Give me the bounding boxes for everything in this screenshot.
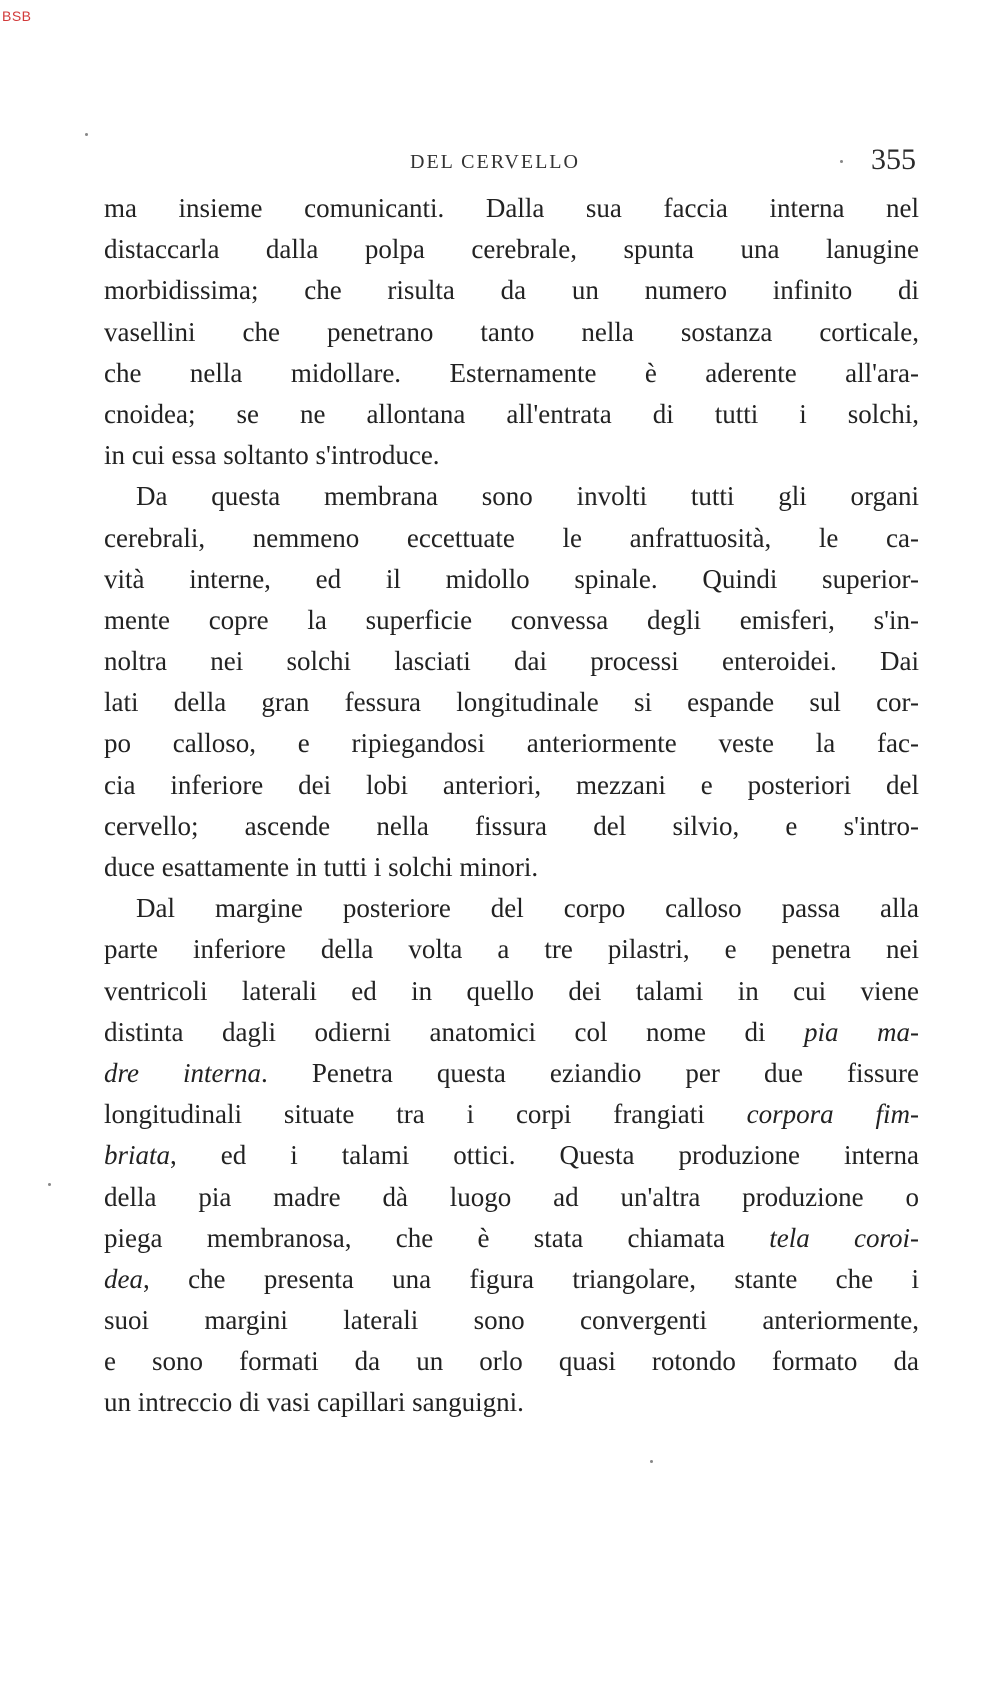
page-body (104, 188, 919, 1424)
text-segment: cerebrali, nemmeno eccettuate le anfrattuosità, le ca- (104, 522, 919, 553)
text-segment: Da questa membrana sono involti tutti gli organi (136, 481, 919, 512)
text-segment: vità interne, ed il midollo spinale. Quindi superior- (104, 563, 919, 594)
page-header (100, 143, 920, 183)
text-line (104, 806, 919, 847)
scan-speck (840, 160, 843, 163)
page-number: 355 (871, 143, 916, 176)
text-segment: ma insieme comunicanti. Dalla sua faccia interna nel (104, 193, 919, 223)
text-segment: longitudinali situate tra i corpi frangiati (104, 1099, 747, 1130)
text-line (104, 394, 919, 435)
italic-text: corpora fim- (746, 1099, 919, 1130)
text-segment: cia inferiore dei lobi anteriori, mezzani e posteriori del (104, 769, 919, 800)
text-segment: piega membranosa, che è stata chiamata (104, 1222, 770, 1253)
text-line (104, 353, 919, 394)
text-line (104, 1053, 919, 1094)
text-line (104, 971, 919, 1012)
text-line (104, 641, 919, 682)
text-line (104, 270, 919, 311)
text-line (104, 1135, 919, 1176)
library-watermark: BSB (2, 8, 32, 24)
text-line (104, 1341, 919, 1382)
text-line (104, 518, 919, 559)
text-segment: distinta dagli odierni anatomici col nome di (104, 1016, 804, 1047)
text-segment: che nella midollare. Esternamente è aderente all'ara- (104, 357, 919, 388)
text-line (104, 1259, 919, 1300)
text-line (104, 1094, 919, 1135)
text-segment: po calloso, e ripiegandosi anteriormente veste la fac- (104, 728, 919, 759)
text-segment: ventricoli laterali ed in quello dei talami in cui viene (104, 975, 919, 1006)
text-segment: parte inferiore della volta a tre pilastri, e penetra nei (104, 934, 919, 965)
paragraph (104, 888, 919, 1423)
text-line (104, 600, 919, 641)
text-line (104, 1012, 919, 1053)
text-segment: lati della gran fessura longitudinale si espande sul cor- (104, 687, 919, 718)
text-line (104, 1218, 919, 1259)
text-segment: e sono formati da un orlo quasi rotondo formato da (104, 1346, 919, 1377)
text-segment: suoi margini laterali sono convergenti anteriormente, (104, 1305, 919, 1336)
text-segment: Dal margine posteriore del corpo calloso passa alla (136, 893, 919, 924)
text-segment: . Penetra questa eziandio per due fissure (261, 1057, 919, 1088)
text-segment: , che presenta una figura triangolare, stante che i (142, 1263, 919, 1294)
scan-speck (650, 1460, 653, 1463)
running-title: DEL CERVELLO (410, 151, 580, 173)
text-segment: cervello; ascende nella fissura del silvio, e s'intro- (104, 810, 919, 841)
paragraph (104, 476, 919, 888)
text-segment: noltra nei solchi lasciati dai processi enteroidei. Dai (104, 646, 919, 677)
text-line (104, 188, 919, 229)
text-line (104, 476, 919, 517)
text-segment: , ed i talami ottici. Questa produzione interna (170, 1140, 919, 1171)
text-segment: un intreccio di vasi capillari sanguigni. (104, 1387, 524, 1418)
text-line (104, 723, 919, 764)
italic-text: dea (104, 1263, 143, 1294)
text-line (104, 765, 919, 806)
text-segment: in cui essa soltanto s'introduce. (104, 440, 440, 471)
scan-speck (48, 1183, 51, 1186)
text-line (104, 1300, 919, 1341)
text-segment: morbidissima; che risulta da un numero infinito di (104, 275, 919, 306)
text-line (104, 435, 919, 476)
text-segment: distaccarla dalla polpa cerebrale, spunta una lanugine (104, 234, 919, 265)
text-line (104, 929, 919, 970)
italic-text: dre interna (104, 1057, 262, 1088)
paragraph (104, 188, 919, 476)
italic-text: tela coroi- (769, 1222, 920, 1253)
text-line (104, 847, 919, 888)
text-line (104, 229, 919, 270)
text-segment: della pia madre dà luogo ad un'altra produzione o (104, 1181, 919, 1212)
text-segment: mente copre la superficie convessa degli emisferi, s'in- (104, 604, 919, 635)
text-line (104, 888, 919, 929)
text-segment: vasellini che penetrano tanto nella sostanza corticale, (104, 316, 919, 347)
text-segment: duce esattamente in tutti i solchi minori. (104, 852, 539, 882)
text-segment: cnoidea; se ne allontana all'entrata di tutti i solchi, (104, 398, 919, 429)
text-line (104, 312, 919, 353)
text-line (104, 1177, 919, 1218)
text-line (104, 1382, 919, 1423)
italic-text: briata (104, 1140, 171, 1171)
text-line (104, 559, 919, 600)
scan-speck (85, 133, 88, 136)
text-line (104, 682, 919, 723)
italic-text: pia ma- (803, 1016, 919, 1047)
